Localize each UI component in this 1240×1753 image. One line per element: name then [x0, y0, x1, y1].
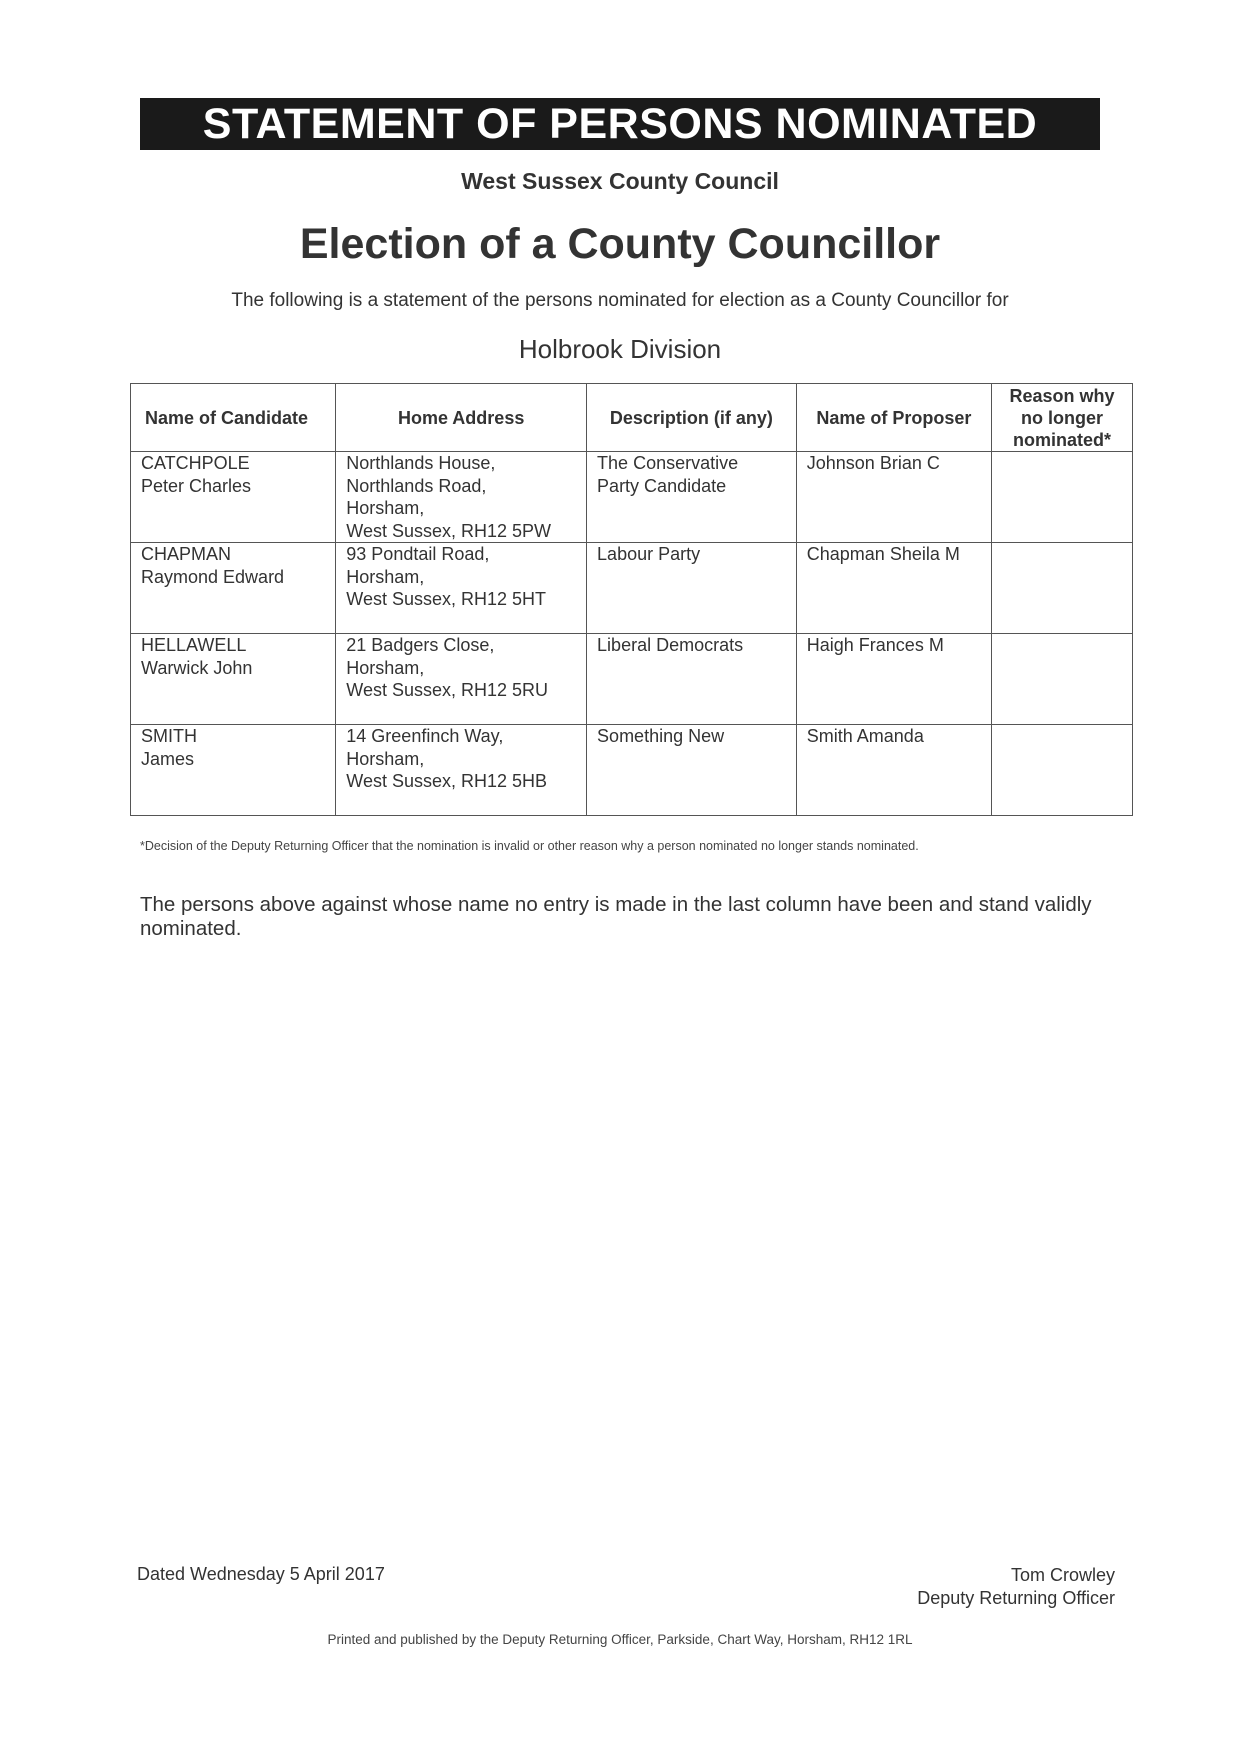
address-cell — [336, 725, 587, 816]
council-name: West Sussex County Council — [461, 168, 779, 194]
table-header-row — [131, 384, 1133, 452]
header-reason-line: Reason why — [1009, 385, 1115, 406]
address-line: 93 Pondtail Road, — [346, 544, 490, 564]
address-line: 14 Greenfinch Way, — [346, 726, 504, 746]
candidate-forenames: James — [141, 748, 195, 769]
description-cell — [587, 452, 797, 543]
candidate-cell — [131, 634, 336, 725]
address-cell — [336, 452, 587, 543]
description-line: Party Candidate — [597, 475, 727, 496]
candidate-forenames: Peter Charles — [141, 475, 252, 496]
candidate-surname: SMITH — [141, 726, 197, 746]
nominations-table — [130, 383, 1133, 816]
reason-cell — [992, 452, 1133, 543]
header-reason-line: nominated* — [1013, 429, 1112, 450]
intro-text: The following is a statement of the persons nominated for election as a County Councillor for — [231, 290, 1009, 311]
header-reason — [992, 384, 1133, 452]
candidate-surname: HELLAWELL — [141, 635, 247, 655]
address-line: Horsham, — [346, 748, 425, 769]
address-line: West Sussex, RH12 5RU — [346, 680, 549, 700]
election-title: Election of a County Councillor — [299, 220, 941, 268]
header-candidate: Name of Candidate — [131, 384, 336, 452]
table-row — [131, 452, 1133, 543]
table-row — [131, 634, 1133, 725]
reason-cell — [992, 543, 1133, 634]
description-line: Something New — [597, 726, 725, 746]
address-line: Northlands House, — [346, 453, 496, 473]
address-line: Northlands Road, — [346, 475, 487, 496]
address-line: Horsham, — [346, 657, 425, 678]
address-line: 21 Badgers Close, — [346, 635, 495, 655]
candidate-forenames: Warwick John — [141, 657, 253, 678]
header-proposer: Name of Proposer — [796, 384, 991, 452]
description-cell — [587, 725, 797, 816]
candidate-surname: CHAPMAN — [141, 544, 232, 564]
table-row — [131, 543, 1133, 634]
reason-cell — [992, 725, 1133, 816]
description-cell — [587, 543, 797, 634]
reason-cell — [992, 634, 1133, 725]
banner-title: STATEMENT OF PERSONS NOMINATED — [140, 98, 1100, 150]
description-line: Liberal Democrats — [597, 635, 744, 655]
candidate-surname: CATCHPOLE — [141, 453, 250, 473]
address-line: West Sussex, RH12 5PW — [346, 520, 552, 541]
address-line: Horsham, — [346, 498, 425, 518]
address-line: West Sussex, RH12 5HB — [346, 771, 548, 791]
description-line: The Conservative — [597, 453, 739, 473]
header-address: Home Address — [336, 384, 587, 452]
dated-line: Dated Wednesday 5 April 2017 — [137, 1564, 385, 1584]
table-row — [131, 725, 1133, 816]
address-line: Horsham, — [346, 566, 425, 587]
header-description: Description (if any) — [587, 384, 797, 452]
candidate-cell — [131, 543, 336, 634]
signatory-name: Tom Crowley — [1010, 1565, 1115, 1585]
proposer-cell: Chapman Sheila M — [796, 543, 991, 634]
proposer-cell: Smith Amanda — [796, 725, 991, 816]
candidate-cell — [131, 452, 336, 543]
division-name: Holbrook Division — [518, 334, 722, 364]
imprint-line: Printed and published by the Deputy Returning Officer, Parkside, Chart Way, Horsham, RH12 1RL — [327, 1632, 913, 1647]
candidate-cell — [131, 725, 336, 816]
address-cell — [336, 634, 587, 725]
signatory-title: Deputy Returning Officer — [917, 1587, 1115, 1608]
footnote: *Decision of the Deputy Returning Officer that the nomination is invalid or other reason why a person nominated no longer stands nominated. — [140, 839, 919, 853]
signatory-block — [917, 1564, 1115, 1609]
validity-statement: The persons above against whose name no entry is made in the last column have been and stand validly nominated. — [140, 893, 1092, 940]
description-line: Labour Party — [597, 544, 701, 564]
proposer-cell: Johnson Brian C — [796, 452, 991, 543]
address-line: West Sussex, RH12 5HT — [346, 589, 547, 609]
header-reason-line: no longer — [1021, 407, 1104, 428]
proposer-cell: Haigh Frances M — [796, 634, 991, 725]
candidate-forenames: Raymond Edward — [141, 566, 285, 587]
description-cell — [587, 634, 797, 725]
address-cell — [336, 543, 587, 634]
